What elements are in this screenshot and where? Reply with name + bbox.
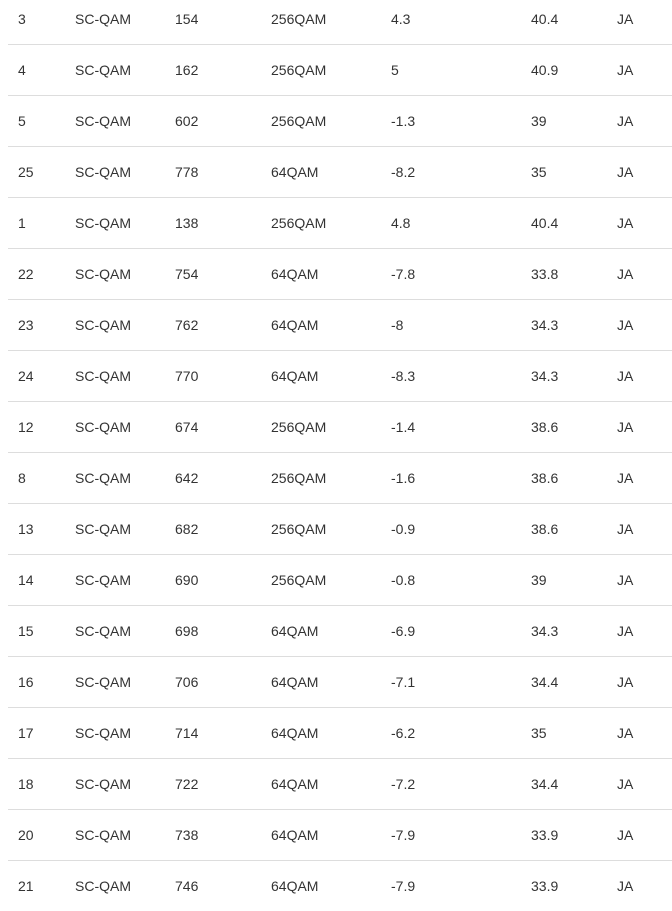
snr-cell: 38.6 [531,470,559,486]
table-row [8,707,672,758]
frequency-cell: 706 [175,674,199,690]
channel-type-cell: SC-QAM [75,521,131,537]
locked-cell: JA [617,878,634,894]
table-row [8,95,672,146]
channel-id-cell: 3 [18,11,26,27]
power-level-cell: -7.9 [391,878,416,894]
modulation-cell: 256QAM [271,572,327,588]
power-level-cell: -1.6 [391,470,416,486]
table-row [8,452,672,503]
modulation-cell: 64QAM [271,317,319,333]
channel-id-cell: 13 [18,521,34,537]
frequency-cell: 714 [175,725,199,741]
locked-cell: JA [617,725,634,741]
power-level-cell: -0.8 [391,572,416,588]
power-level-cell: -6.2 [391,725,416,741]
snr-cell: 40.4 [531,215,559,231]
channel-id-cell: 12 [18,419,34,435]
snr-cell: 38.6 [531,419,559,435]
power-level-cell: -7.9 [391,827,416,843]
modulation-cell: 64QAM [271,725,319,741]
channel-id-cell: 16 [18,674,34,690]
table-row [8,656,672,707]
channel-id-cell: 17 [18,725,34,741]
frequency-cell: 602 [175,113,199,129]
table-row [8,554,672,605]
modulation-cell: 256QAM [271,11,327,27]
locked-cell: JA [617,521,634,537]
locked-cell: JA [617,419,634,435]
power-level-cell: -8.3 [391,368,416,384]
modulation-cell: 64QAM [271,623,319,639]
channel-id-cell: 5 [18,113,26,129]
modulation-cell: 64QAM [271,878,319,894]
frequency-cell: 690 [175,572,199,588]
snr-cell: 34.4 [531,674,559,690]
power-level-cell: -7.2 [391,776,416,792]
power-level-cell: -1.3 [391,113,416,129]
frequency-cell: 738 [175,827,199,843]
locked-cell: JA [617,470,634,486]
snr-cell: 34.4 [531,776,559,792]
power-level-cell: 4.8 [391,215,411,231]
modulation-cell: 64QAM [271,164,319,180]
frequency-cell: 674 [175,419,199,435]
frequency-cell: 762 [175,317,199,333]
power-level-cell: -8 [391,317,404,333]
locked-cell: JA [617,623,634,639]
snr-cell: 40.9 [531,62,559,78]
locked-cell: JA [617,215,634,231]
channel-type-cell: SC-QAM [75,11,131,27]
channel-type-cell: SC-QAM [75,215,131,231]
channel-type-cell: SC-QAM [75,368,131,384]
channel-id-cell: 1 [18,215,26,231]
locked-cell: JA [617,317,634,333]
frequency-cell: 154 [175,11,199,27]
power-level-cell: -6.9 [391,623,416,639]
table-row [8,758,672,809]
power-level-cell: -7.8 [391,266,416,282]
channel-id-cell: 15 [18,623,34,639]
snr-cell: 39 [531,572,547,588]
channel-type-cell: SC-QAM [75,623,131,639]
modulation-cell: 64QAM [271,266,319,282]
channel-id-cell: 4 [18,62,26,78]
frequency-cell: 770 [175,368,199,384]
table-row [8,299,672,350]
modulation-cell: 256QAM [271,470,327,486]
channel-type-cell: SC-QAM [75,827,131,843]
channel-id-cell: 22 [18,266,34,282]
channel-type-cell: SC-QAM [75,317,131,333]
snr-cell: 33.8 [531,266,559,282]
modulation-cell: 256QAM [271,419,327,435]
channel-id-cell: 14 [18,572,34,588]
locked-cell: JA [617,11,634,27]
frequency-cell: 778 [175,164,199,180]
channel-type-cell: SC-QAM [75,266,131,282]
channel-type-cell: SC-QAM [75,674,131,690]
frequency-cell: 698 [175,623,199,639]
table-row [8,0,672,44]
table-row [8,197,672,248]
modulation-cell: 256QAM [271,113,327,129]
locked-cell: JA [617,368,634,384]
channel-id-cell: 8 [18,470,26,486]
channel-id-cell: 23 [18,317,34,333]
channel-id-cell: 20 [18,827,34,843]
downstream-channel-table [8,0,672,911]
modulation-cell: 64QAM [271,827,319,843]
power-level-cell: 5 [391,62,399,78]
table-row [8,503,672,554]
frequency-cell: 746 [175,878,199,894]
locked-cell: JA [617,674,634,690]
snr-cell: 35 [531,725,547,741]
channel-type-cell: SC-QAM [75,113,131,129]
power-level-cell: -8.2 [391,164,416,180]
channel-type-cell: SC-QAM [75,470,131,486]
table-row [8,860,672,911]
frequency-cell: 642 [175,470,199,486]
power-level-cell: -0.9 [391,521,416,537]
power-level-cell: -7.1 [391,674,416,690]
channel-id-cell: 24 [18,368,34,384]
locked-cell: JA [617,266,634,282]
modulation-cell: 64QAM [271,674,319,690]
snr-cell: 35 [531,164,547,180]
channel-type-cell: SC-QAM [75,878,131,894]
modulation-cell: 64QAM [271,776,319,792]
frequency-cell: 138 [175,215,199,231]
locked-cell: JA [617,776,634,792]
frequency-cell: 682 [175,521,199,537]
channel-id-cell: 18 [18,776,34,792]
snr-cell: 34.3 [531,623,559,639]
locked-cell: JA [617,113,634,129]
table-row [8,350,672,401]
channel-type-cell: SC-QAM [75,164,131,180]
channel-type-cell: SC-QAM [75,572,131,588]
power-level-cell: -1.4 [391,419,416,435]
channel-type-cell: SC-QAM [75,725,131,741]
table-row [8,605,672,656]
snr-cell: 33.9 [531,878,559,894]
locked-cell: JA [617,62,634,78]
channel-id-cell: 21 [18,878,34,894]
table-row [8,248,672,299]
snr-cell: 34.3 [531,317,559,333]
snr-cell: 38.6 [531,521,559,537]
channel-id-cell: 25 [18,164,34,180]
snr-cell: 33.9 [531,827,559,843]
channel-type-cell: SC-QAM [75,776,131,792]
table-row [8,809,672,860]
table-row [8,401,672,452]
locked-cell: JA [617,572,634,588]
locked-cell: JA [617,827,634,843]
locked-cell: JA [617,164,634,180]
frequency-cell: 162 [175,62,199,78]
channel-type-cell: SC-QAM [75,419,131,435]
modulation-cell: 64QAM [271,368,319,384]
frequency-cell: 754 [175,266,199,282]
modulation-cell: 256QAM [271,521,327,537]
power-level-cell: 4.3 [391,11,411,27]
frequency-cell: 722 [175,776,199,792]
snr-cell: 34.3 [531,368,559,384]
snr-cell: 40.4 [531,11,559,27]
modulation-cell: 256QAM [271,62,327,78]
table-row [8,44,672,95]
table-row [8,146,672,197]
snr-cell: 39 [531,113,547,129]
channel-type-cell: SC-QAM [75,62,131,78]
modulation-cell: 256QAM [271,215,327,231]
